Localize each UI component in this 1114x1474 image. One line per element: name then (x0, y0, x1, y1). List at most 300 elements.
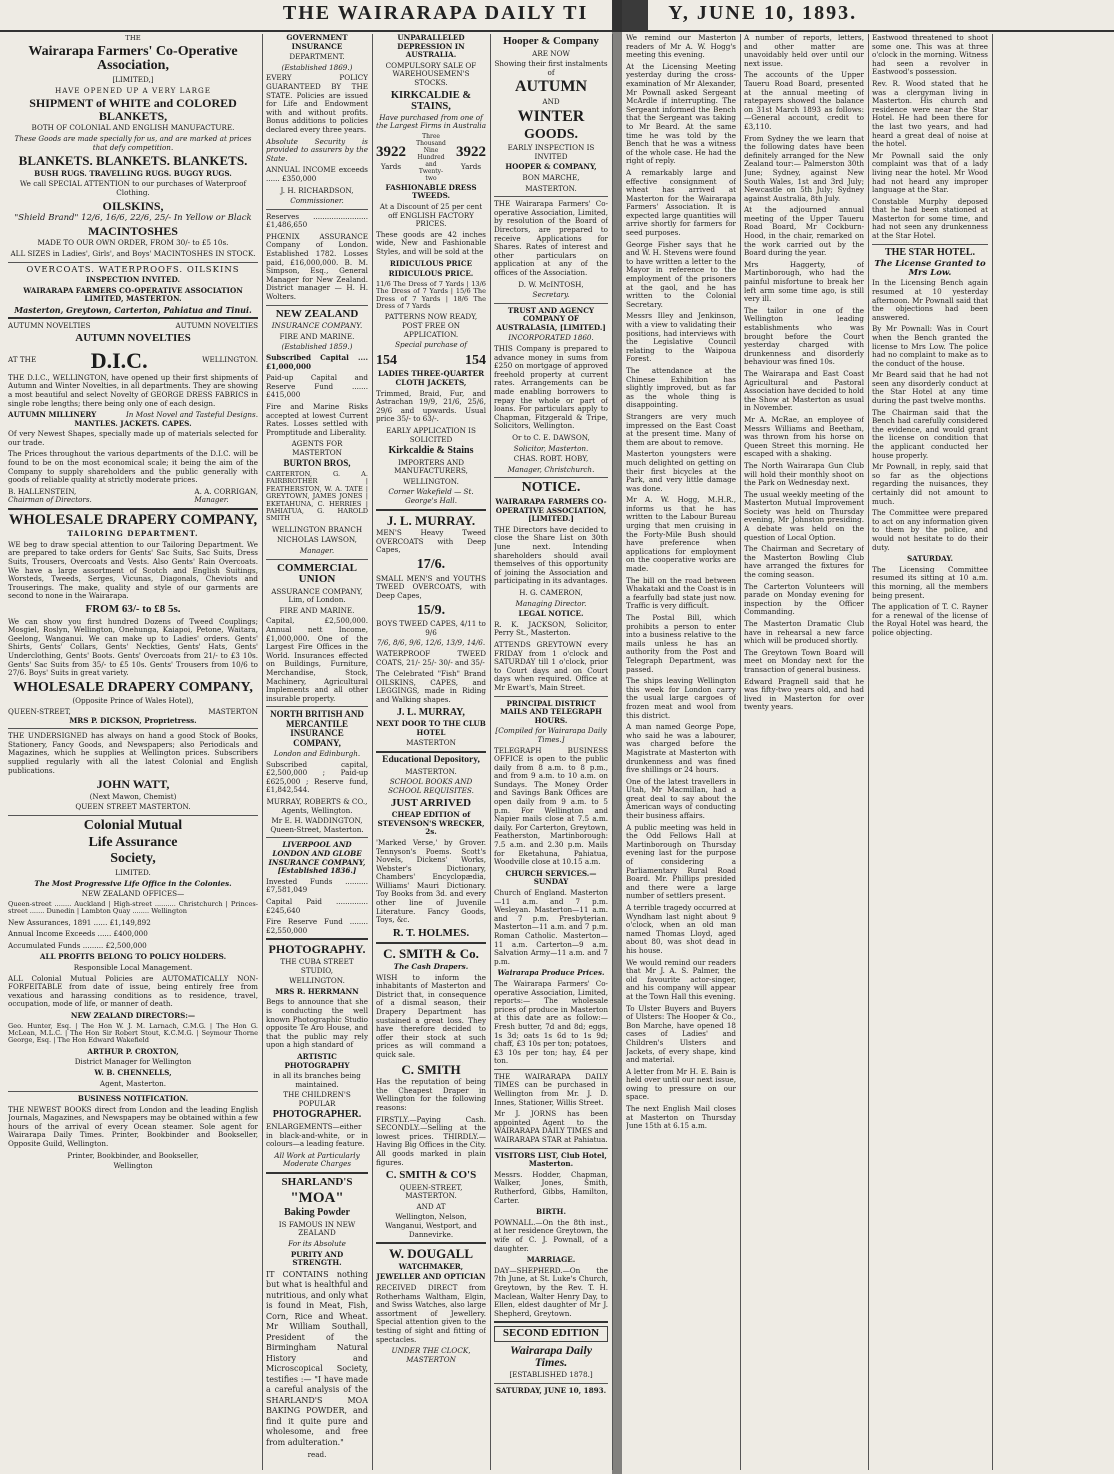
c-smith: C. SMITH & Co. (383, 946, 479, 962)
nz-insurance: INSURANCE COMPANY. (271, 321, 363, 331)
undersigned-text: THE UNDERSIGNED has always on hand a good Stock of Books, Stationery, Fancy Goods, and Newspapers; also Periodicals and Magazines, which he supplies at Wellington prices. Subscribers supplied regularly with all the latest Colonial and English publications. (8, 731, 258, 775)
visitors: VISITORS LIST, Club Hotel, Masterton. (495, 1150, 607, 1169)
notice-sub: WAIRARAPA FARMERS CO-OPERATIVE ASSOCIATION, [LIMITED.] (495, 497, 607, 524)
showing: Showing their first instalments of (494, 59, 608, 77)
news7-p8: The Chairman said that the Bench had carefully considered the evidence, and would grant the license on condition that the applicant conducted her house properly. (872, 407, 988, 460)
news-p11: The ships leaving Wellington this week for London carry the usual large cargoes of frozen meat and wool from this district. (626, 676, 736, 720)
cash-drapers: The Cash Drapers. (393, 962, 469, 972)
jl-murray-2: J. L. MURRAY, (397, 706, 465, 718)
fashionable: FASHIONABLE DRESS TWEEDS. (385, 182, 477, 201)
column-rule (868, 34, 869, 1470)
life-assurance: Life Assurance (88, 834, 178, 850)
news6-p2: The accounts of the Upper Taueru Road Board, presented at the annual meeting of ratepayers showed the balance on 31st March 1893 as follows:—General account, credit to £3,110. (744, 70, 864, 131)
signatories (8, 488, 258, 505)
enlargements: ENLARGEMENTS—either in black-and-white, or in colours—a leading feature. (266, 1121, 368, 1149)
birth-heading: BIRTH. (536, 1207, 566, 1217)
jackson: R. K. JACKSON, Solicitor, Perry St., Masterton. (494, 619, 608, 638)
waterproof-coats: WATERPROOF TWEED COATS, 21/- 25/- 30/- and 35/- (376, 648, 486, 667)
waddington: Mr E. H. WADDINGTON, Queen-Street, Masterton. (270, 816, 364, 834)
accumulated: Accumulated Funds ......... £2,500,000 (8, 940, 147, 950)
from-price: FROM 63/- to £8 5s. (85, 603, 181, 615)
north-british: NORTH BRITISH AND MERCANTILE INSURANCE COMPANY, (270, 709, 364, 748)
lambton: Corner Wakefield — St. George's Hall. (388, 487, 474, 506)
cuba-wellington: WELLINGTON. (289, 976, 345, 986)
ed-text: 'Marked Verse,' by Grover. Tennyson's Poems. Scott's Novels, Dickens' Works, Webster's Dictionary, Chambers' Encyclopædia, Williams' Mauri Dictionary. Toy Books from 3d. and every other line of Juvenile Literature. Fancy Goods, Toys, &c. (376, 837, 486, 925)
tailoring-heading: TAILORING DEPARTMENT. (67, 529, 199, 539)
hooper: Hooper & Company (503, 35, 599, 47)
wholesale-heading-2: WHOLESALE DRAPERY COMPANY, (13, 679, 253, 695)
ridiculous: RIDICULOUS PRICE (389, 258, 473, 268)
news-p9: The bill on the road between Whakataki and the Coast is in a fearfully bad state just now. Traffic is very difficult. (626, 575, 736, 611)
artistic: ARTISTIC PHOTOGRAPHY (284, 1051, 350, 1070)
directors-list: Geo. Hunter, Esq. | The Hon W. J. M. Larnach, C.M.G. | The Hon G. McLean, M.L.C. | The Hon Sir Robert Stout, K.C.M.G. | Seymour Thorne George, Esq. | The Hon Edward Wakefield (8, 1021, 258, 1045)
hoby: CHAS. ROBT. HOBY, (513, 454, 589, 464)
manufacture-line: BOTH OF COLONIAL AND ENGLISH MANUFACTURE. (31, 123, 235, 133)
cu-text: Capital, £2,500,000. Annual nett Income, £1,000,000. One of the Largest Fire Offices in the World. Insurances effected on Buildings, Furniture, Merchandise, Stock, Machinery, Agricultural Implements and all other insurable property. (266, 616, 368, 703)
hooper-2: HOOPER & COMPANY, (505, 162, 597, 172)
bon-marche: BON MARCHE, (522, 172, 580, 182)
mackintoshes-heading: MACINTOSHES (88, 223, 178, 238)
novelties-heading: AUTUMN NOVELTIES (75, 332, 191, 345)
sharland: SHARLAND'S (281, 1175, 353, 1188)
early-inspection: EARLY INSPECTION IS INVITED (507, 143, 595, 161)
nz-offices: NEW ZEALAND OFFICES— (81, 889, 185, 899)
news7-p10: The Committee were prepared to act on any information given to them by the police, and would not hesitate to do their duty. (872, 508, 988, 552)
masthead-left: THE WAIRARAPA DAILY TI (282, 2, 589, 24)
cuba-studio: THE CUBA STREET STUDIO, (280, 956, 354, 975)
moa: "MOA" (290, 1189, 344, 1206)
news6-p15: Edward Pragnell said that he was fifty-two years old, and had lived in Masterton for over twenty years. (744, 676, 864, 712)
smith-sub: Solicitor, Masterton. (513, 443, 589, 453)
cu-fire: FIRE AND MARINE. (279, 605, 355, 615)
ks2: Kirkcaldie & Stains (388, 445, 474, 457)
n154-row (376, 352, 486, 371)
business-text: THE NEWEST BOOKS direct from London and the leading English Journals, Magazines, and Newspapers may be obtained within a few hours of the arrival of every Ocean steamer. Sole agent for Wairarapa Daily Times. Printer, Bookbinder and Bookseller, Opposite Guild, Wellington. (8, 1104, 258, 1149)
news-p4: Messrs Illey and Jenkinson, with a view to validating their positions, had interviews with the Legislative Council relating to the Waipoua Forest. (626, 311, 736, 364)
baking-powder: Baking Powder (284, 1207, 350, 1219)
church-text: Church of England. Masterton—11 a.m. and 7 p.m. Wesleyan. Masterton—11 a.m. and 7 p.m. Presbyterian. Masterton—11 a.m. and 7 p.m. Roman Catholic. Masterton—11 a.m. Carterton—9 a.m. Salvation Army—11 a.m. and 7 p.m. (494, 888, 608, 966)
subscribed-capital: Subscribed Capital .... £1,000,000 (266, 352, 368, 371)
watt-address: QUEEN STREET MASTERTON. (75, 802, 191, 812)
jeweller: JEWELLER AND OPTICIAN (376, 1272, 486, 1282)
produce-text: The Wairarapa Farmers' Co-operative Association, Limited, reports:— The wholesale prices of produce in Masterton at this date are as follow:—Fresh butter, 7d and 8d; eggs, 1s 3d; oats 1s 6d to 1s 9d; chaff, £3 10s per ton; potatoes, £3 10s per ton; hay, £4 per ton. (494, 978, 608, 1066)
news-p16: We would remind our readers that Mr J. A. S. Palmer, the old favourite actor-singer, and his company will appear at the Town Hall this evening. (626, 957, 736, 1001)
news-p13: One of the latest travellers in Utah, Mr Macmillan, had a great deal to say about the American ways of conducting their business affairs. (626, 776, 736, 821)
attends: ATTENDS GREYTOWN every FRIDAY from 1 o'clock and SATURDAY till 1 o'clock, prior to Court days and on Court days when required. Office at Mr Ewart's, Main Street. (494, 639, 608, 692)
and-word: AND (542, 97, 560, 107)
profits: ALL PROFITS BELONG TO POLICY HOLDERS. (39, 952, 227, 962)
policies-text: ALL Colonial Mutual Policies are AUTOMATICALLY NON-FORFEITABLE from date of issue, being entirely free from vexatious and harassing conditions as to residence, travel, occupation, mode of life, or manner of death. (8, 973, 258, 1009)
reasons: FIRSTLY.—Paying Cash. SECONDLY.—Selling at the lowest prices. THIRDLY.—Having Big Offices in the City. All goods marked in plain figures. (376, 1114, 486, 1167)
num-3922-left: 3922 (376, 144, 406, 161)
column-3 (376, 34, 486, 1470)
times-file: THE WAIRARAPA DAILY TIMES can be purchased in Wellington from Mr. J. D. Innes, Stationer, Willis Street. (494, 1071, 608, 1107)
under-clock: UNDER THE CLOCK, MASTERTON (391, 1346, 471, 1364)
directors: NEW ZEALAND DIRECTORS:— (70, 1010, 196, 1020)
chennells: W. B. CHENNELLS, (94, 1067, 172, 1077)
chennells-sub: Agent, Masterton. (99, 1078, 167, 1088)
nb-london: London and Edinburgh. (273, 749, 361, 759)
news-p2: A remarkably large and effective consignment of wheat has arrived at Masterton for the Wairarapa Farmers' Association. It is expected large quantities will arrive shortly for farmers for seed purposes. (626, 167, 736, 238)
agents-for: AGENTS FOR MASTERTON (291, 439, 343, 457)
price-15-9: 15/9. (416, 602, 446, 618)
dic-text: THE D.I.C., WELLINGTON, have opened up their first shipments of Autumn and Winter Novelties, in all departments. They are showing a most beautiful and select Novelty of GEORGE DRESS FABRICS in single robe lengths; there being only one of each design. (8, 372, 258, 408)
tailoring-text: WE beg to draw special attention to our Tailoring Department. We are prepared to take orders for Gents' Sac Suits, Sac Suits, Dress Suits, Trousers, Overcoats and Vests. Also Gents' Rain Overcoats. We have a large assortment of Scotch and English Suitings, Worsteds, Tweeds, Serges, Vicunas, Diagonals, Cheviots and Trouserings. The make, quality and style of our garments are second to none in the Wairarapa. (8, 539, 258, 601)
honour: Has the reputation of being the Cheapest Draper in Wellington for the following reasons: (376, 1077, 486, 1112)
novelties-left: AUTUMN NOVELTIES (8, 321, 91, 331)
mails-text: TELEGRAPH BUSINESS OFFICE is open to the public daily from 8 a.m. to 8 p.m., and from 9 a.m. to 10 a.m. on Sundays. The Money Order and Savings Bank Offices are open daily from 9 a.m. to 5 p.m. For Wellington and Napier mails close at 7.5 a.m. daily. For Carterton, Greytown, Featherston, Martinborough: 7.5 a.m. and 2.30 p.m. Mails for Eketahuna, Pahiatua, Woodville close at 10.15 a.m. (494, 745, 608, 867)
queen-street: QUEEN-STREET, (8, 706, 71, 716)
shipment-line: SHIPMENT of WHITE and COLORED BLANKETS, (29, 96, 237, 123)
news7-p7: Mr Beard said that he had not seen any disorderly conduct at the Star Hotel at any time during the past twelve months. (872, 370, 988, 406)
mantles-note: Of very Newest Shapes, specially made up of materials selected for our trade. (8, 429, 258, 447)
wellington-list: Wellington, Nelson, Wanganui, Westport, and Dannevirke. (385, 1212, 477, 1239)
capital-paid: Capital Paid .............. £245,640 (266, 897, 368, 915)
next-door: NEXT DOOR TO THE CLUB HOTEL (376, 719, 486, 737)
news7-p12: The application of T. C. Rayner for a renewal of the license of the Royal Hotel was heard, the police objecting. (872, 602, 988, 637)
special: Special purchase of (395, 340, 467, 350)
made-to-order: MADE TO OUR OWN ORDER, FROM 30/- to £5 10s. (37, 238, 229, 248)
column-6 (744, 34, 864, 1470)
autumn: AUTUMN (515, 78, 587, 96)
ladies: LADIES THREE-QUARTER CLOTH JACKETS, (377, 369, 485, 387)
read: read. (307, 1450, 327, 1460)
small-overcoats: SMALL MEN'S and YOUTHS TWEED OVERCOATS, with Deep Capes, (376, 573, 486, 600)
church-heading: CHURCH SERVICES.—SUNDAY (505, 868, 597, 887)
news7-p1: Eastwood threatened to shoot some one. This was at three o'clock in the morning. Witness had seen a revolver in Eastwood's possession. (872, 34, 988, 77)
news7-p5: In the Licensing Bench again resumed at 10 yesterday afternoon. Mr Pownall said that the objections had been answered. (872, 278, 988, 322)
mcintosh: D. W. McINTOSH, (518, 279, 584, 289)
farmers-title: Wairarapa Farmers' Co-Operative Association, (28, 43, 238, 74)
notice: NOTICE. (521, 480, 581, 496)
gov-text: EVERY POLICY GUARANTEED BY THE STATE. Policies are issued for Life and Endowment with and without profits. Bonus additions to policies declared every three years. (266, 73, 368, 134)
liverpool: LIVERPOOL AND LONDON AND GLOBE INSURANCE COMPANY, [Established 1836.] (268, 840, 366, 876)
top-rule (0, 30, 1114, 32)
blankets-line: BLANKETS. BLANKETS. BLANKETS. (18, 153, 248, 169)
printer-line: Printer, Bookbinder, and Bookseller, (67, 1150, 199, 1160)
waterproof-note: We call SPECIAL ATTENTION to our purchases of Waterproof Clothing. (19, 179, 247, 197)
column-rule (740, 34, 741, 1470)
progressive: The Most Progressive Life Office in the Colonies. (34, 878, 232, 888)
gov-title: GOVERNMENT INSURANCE (286, 34, 348, 51)
news6-p7: The Wairarapa and East Coast Agricultural and Pastoral Association have decided to hold the Show at Masterton as usual in November. (744, 368, 864, 413)
winter: WINTER (517, 107, 585, 125)
yards-row (376, 133, 486, 184)
hoby-manager: Manager, Christchurch. (507, 464, 595, 474)
news-p6: Strangers are very much impressed on the East Coast at the present time. Many of them are about to remove. (626, 411, 736, 447)
richardson-sub: Commissioner. (290, 196, 344, 206)
manager: Manager. (194, 495, 229, 505)
dic-row (8, 347, 258, 374)
news6-p13: The Masterton Dramatic Club have in rehearsal a new farce which will be produced shortly. (744, 619, 864, 646)
established: [ESTABLISHED 1878.] (509, 1370, 593, 1380)
jl-murray: J. L. MURRAY. (386, 512, 476, 528)
marriage-heading: MARRIAGE. (526, 1255, 576, 1265)
news-p5: The attendance at the Chinese Exhibition has slightly improved, but as far as the whole thing is disappointing. (626, 365, 736, 410)
principal-mails: PRINCIPAL DISTRICT MAILS AND TELEGRAPH HOURS. (500, 698, 602, 725)
wdt-title: Wairarapa Daily Times. (509, 1342, 593, 1370)
masterton: MASTERTON (208, 706, 258, 716)
murray-roberts: MURRAY, ROBERTS & CO., Agents, Wellington. (266, 797, 368, 815)
annual-income: Annual Income Exceeds ...... £400,000 (8, 929, 148, 939)
news6-p5: Mrs Haggerty, of Martinborough, who had the painful misfortune to break her left arm some time ago, is still very ill. (744, 259, 864, 304)
nb-capital: Subscribed capital, £2,500,000 ; Paid-up £625,000 ; Reserve fund, £1,842,544. (266, 759, 368, 795)
c-smith-3: C. SMITH & CO'S (385, 1169, 477, 1182)
just-arrived: JUST ARRIVED (390, 796, 472, 809)
limited: LIMITED. (115, 867, 151, 877)
purity: PURITY AND STRENGTH. (290, 1249, 344, 1268)
agents-list: CARTERTON, G. A. FAIRBROTHER | FEATHERSTON, W. A. TATE | GREYTOWN, JAMES JONES | EKETAHUNA, C. HERRIES | PAHIATUA, G. HAROLD SMITH (266, 469, 368, 523)
news7-p6: By Mr Pownall: Was in Court when the Bench granted the license to Mrs Low. The police had no complaint to make as to the conduct of the house. (872, 324, 988, 368)
unparalleled: UNPARALLELED DEPRESSION IN AUSTRALIA. (397, 34, 465, 60)
photography: PHOTOGRAPHY. (268, 942, 366, 957)
column-8 (996, 34, 1110, 1470)
news-licensing: At the Licensing Meeting yesterday during the cross-examination of Mr Alexander, Mr Pownall asked Sergeant McArdle if interrupting. The Sergeant informed the Bench that the Sergeant was taking to Mr Beard. At the same time he was told by the Bench that he was a witness of the whole case. He had the right of reply. (626, 61, 736, 166)
novelties-row (8, 322, 258, 331)
masthead-right: Y, JUNE 10, 1893. (668, 2, 858, 24)
column-4 (494, 34, 608, 1470)
novelties-right: AUTUMN NOVELTIES (175, 321, 258, 331)
column-7 (872, 34, 988, 1470)
kirkcaldie: KIRKCALDIE & STAINS, (390, 89, 472, 112)
murray-masterton: MASTERTON (406, 738, 456, 748)
absolute-security: Absolute Security is provided to assurers by the State. (266, 136, 368, 163)
photo-text: Begs to announce that she is conducting the well known Photographic Studio opposite Te Aro House, and that the public may rely upon a high standard of (266, 997, 368, 1050)
society: Society, (110, 851, 156, 867)
ks-wellington: WELLINGTON. (403, 476, 459, 486)
cameron-sub: Managing Director. (515, 598, 587, 608)
column-rule (992, 34, 993, 1470)
croxton-sub: District Manager for Wellington (74, 1057, 192, 1067)
nz-heading: NEW ZEALAND (275, 307, 359, 320)
boys-prices: 7/6, 8/6, 9/6, 12/6, 13/9, 14/6. (376, 638, 486, 648)
yards-left: Yards (380, 161, 402, 171)
cu-sub: ASSURANCE COMPANY, Lim, of London. (271, 586, 363, 605)
column-rule (262, 34, 263, 1470)
n154-left: 154 (376, 352, 397, 368)
new-assurances: New Assurances, 1891 ...... £1,149,892 (8, 917, 151, 927)
news7-p2: Rev. R. Wood stated that he was a clergyman living in Masterton. His church and residence were near the Star Hotel. He had been there for the last two years, and had heard a great deal of noise at the hotel. (872, 78, 988, 149)
absolute-2: For its Absolute (288, 1238, 346, 1248)
est-1859: (Established 1859.) (281, 342, 353, 352)
agent-line: Responsible Local Management. (73, 962, 193, 972)
produce-heading: Wairarapa Produce Prices. (497, 968, 605, 978)
watt: JOHN WATT, (96, 777, 170, 792)
discount: At a Discount of 25 per cent off ENGLISH FACTORY PRICES. (379, 201, 483, 229)
ed-masterton: MASTERTON. (405, 766, 457, 776)
richardson: J. H. RICHARDSON, (280, 185, 354, 195)
news-p18: A letter from Mr H. E. Bain is held over until our next issue, owing to pressure on our space. (626, 1066, 736, 1102)
corrigan: A. A. CORRIGAN, (194, 486, 258, 496)
trust: TRUST AND AGENCY COMPANY OF AUSTRALASIA, [LIMITED.] (496, 305, 606, 332)
dougall-text: RECEIVED DIRECT from Rotherhams Waltham, Elgin, and Swiss Watches, also large assortment of Jewellery. Special attention given to the testing of sight and fitting of spectacles. (376, 1283, 486, 1344)
burton: BURTON BROS, (283, 458, 351, 469)
smith-agent: Or to C. E. DAWSON, (512, 433, 590, 443)
news7-p4: Constable Murphy deposed that he had been stationed at Masterton for some time, and had not seen any drunkenness at the Star Hotel. (872, 196, 988, 241)
news-p14: A public meeting was held in the Odd Fellows Hall at Martinborough on Thursday evening last for the purpose of considering a Parliamentary Rural Road Board. Mr. Phillips presided and there were a large number of settlers present. (626, 822, 736, 901)
all-work: All Work at Particularly Moderate Charges (274, 1150, 360, 1169)
herrmann: MRS R. HERRMANN (275, 986, 359, 996)
birth-text: POWNALL.—On the 8th inst., at her residence Greytown, the wife of C. J. Pownall, of a daughter. (494, 1217, 608, 1253)
commercial-union: COMMERCIAL UNION (276, 561, 358, 586)
cameron: H. G. CAMERON, (519, 588, 583, 598)
towns-line: Masterton, Greytown, Carterton, Pahiatua and Tinui. (14, 304, 252, 315)
wholesale-heading: WHOLESALE DRAPERY COMPANY, (8, 512, 258, 529)
trust-text: THIS Company is prepared to advance money in sums from £250 on mortgage of approved freehold property at current rates. Arrangements can be made enabling borrowers to repay the whole or part of loans. For particulars apply to Chapman, Fitzgerald & Tripe, Solicitors, Wellington. (494, 344, 608, 431)
educational: Educational Depository, (382, 754, 480, 765)
overcoats-line: OVERCOATS. WATERPROOFS. OILSKINS (26, 264, 240, 275)
famous: IS FAMOUS IN NEW ZEALAND (278, 1219, 356, 1238)
news-p12: A man named George Pope, who said he was a labourer, was charged before the Magistrate at Masterton with drunkenness and was fined five shillings or 24 hours. (626, 722, 736, 775)
early: EARLY APPLICATION IS SOLICITED (386, 425, 476, 444)
farmers-tag: THE (125, 34, 141, 42)
and-at: AND AT (416, 1201, 446, 1211)
license-granted: The License Granted to Mrs Low. (874, 259, 986, 278)
prices-note: The Prices throughout the various departments of the D.I.C. will be found to be on the most economical scale; it being the aim of the Company to supply shareholders and the public generally with goods of reliable quality at strictly moderate prices. (8, 449, 258, 485)
inspection-line: INSPECTION INVITED. (86, 275, 180, 285)
dic-heading: D.I.C. (90, 347, 148, 373)
gov-dept: DEPARTMENT. (289, 52, 345, 62)
photographer: PHOTOGRAPHER. (272, 1109, 362, 1121)
shield-brand-line: "Shield Brand" 12/6, 16/6, 22/6, 25/- In Yellow or Black (14, 213, 252, 224)
colonial-mutual: Colonial Mutual (83, 817, 183, 833)
fire-marine: FIRE AND MARINE. (279, 331, 355, 341)
news-p3: George Fisher says that he and W. H. Stevens were found to have written a letter to the Mayor in reference to the employment of the prisoners at the gaol, and he has written to the Colonial Secretary. (626, 239, 736, 309)
ladies-text: Trimmed, Braid, Fur, and Astrachan 19/9, 21/6, 25/6, 29/6 and upwards. Usual price 35/- to 63/-. (376, 388, 486, 424)
cheap-edition: CHEAP EDITION of STEVENSON'S WRECKER, 2s. (377, 810, 485, 837)
news6-p8: Mr A. McRae, an employee of Messrs Williams and Beetham, was thrown from his horse on Queen Street this morning. He escaped with a shaking. (744, 414, 864, 459)
sizes-line: ALL SIZES in Ladies', Girls', and Boys' MACINTOSHES IN STOCK. (10, 248, 256, 258)
watt-sub: (Next Mawon, Chemist) (89, 791, 177, 801)
news6-p11: The Chairman and Secretary of the Masterton Bowling Club have arranged the fixtures for the coming season. (744, 544, 864, 580)
c-smith-2: C. SMITH (401, 1061, 461, 1077)
celebrated: The Celebrated "Fish" Brand OILSKINS, CAPES, and LEGGINGS, made in Riding and Walking shapes. (376, 669, 486, 704)
at-the: AT THE (8, 354, 37, 364)
farmers-limited: [LIMITED,] (112, 74, 154, 84)
news6-p10: The usual weekly meeting of the Masterton Mutual Improvement Society was held on Thursday evening, Mr Johnston presiding. A debate was held on the question of Local Option. (744, 489, 864, 542)
chairman: Chairman of Directors. (8, 495, 92, 505)
childrens: THE CHILDREN'S POPULAR (283, 1090, 351, 1108)
news6-p4: At the adjourned annual meeting of the Upper Taueru Road Board, Mr Cockburn-Hood, in the chair, remarked on the work carried out by the Board during the year. (744, 205, 864, 258)
hospital-text: THE Wairarapa Farmers' Co-operative Association, Limited, by resolution of the Board of Directors, are prepared to receive Applications for Shares. Rates of interest and other particulars on application at any of the offices of the Association. (494, 199, 608, 277)
hallenstein: B. HALLENSTEIN, (8, 486, 77, 496)
school-books: SCHOOL BOOKS AND SCHOOL REQUISITES. (388, 777, 474, 795)
purchased: Have purchased from one of the Largest Firms in Australia (376, 112, 486, 131)
num-3922-right: 3922 (456, 144, 486, 161)
dickson: MRS P. DICKSON, Proprietress. (69, 715, 197, 725)
fold-strip (612, 0, 622, 1474)
overcoats-text: MEN'S Heavy Tweed OVERCOATS with Deep Capes, (376, 528, 486, 555)
column-1 (8, 34, 258, 1470)
news-p15: A terrible tragedy occurred at Wyndham last night about 9 o'clock, when an old man named Thomas Lloyd, aged about 80, was shot dead in his house. (626, 903, 736, 955)
goods-note: These Goods are made specially for us, and are marked at prices that defy competition. (14, 133, 252, 152)
reserves: Reserves ........................ £1,486,650 (266, 211, 368, 230)
nicholas-sub: Manager. (299, 545, 335, 555)
news-p17: To Ulster Buyers and Buyers of Ulsters: The Hooper & Co., Bon Marche, have opened 18 cases of Ladies' and Children's Ulsters and Jackets, of every shape, kind and material. (626, 1003, 736, 1065)
wellington-branch: WELLINGTON BRANCH (271, 524, 363, 534)
star-hotel: THE STAR HOTEL. (884, 246, 976, 258)
dougall: W. DOUGALL (388, 1246, 474, 1262)
visitors-text: Messrs. Hodder, Chapman, Walker, Jones, Smith, Rutherford, Gibbs, Hamilton, Carter. (494, 1169, 608, 1205)
column-rule (490, 34, 491, 1470)
second-edition: SECOND EDITION (494, 1326, 608, 1342)
column-rule (372, 34, 373, 1470)
opened-line: HAVE OPENED UP A VERY LARGE (54, 85, 212, 95)
secretary: Secretary. (532, 290, 570, 300)
news-p19: The next English Mail closes at Masterton on Thursday June 15th at 6.15 a.m. (626, 1104, 736, 1131)
legal-notice: LEGAL NOTICE. (518, 609, 584, 619)
news-p7: Masterton youngsters were much delighted on getting on their first bicycles at the Park, and very little damage was done. (626, 449, 736, 493)
are-now: ARE NOW (532, 48, 570, 58)
oilskins-heading: OILSKINS, (102, 198, 164, 213)
nicholas: NICHOLAS LAWSON, (277, 535, 357, 545)
croxton: ARTHUR P. CROXTON, (87, 1046, 179, 1056)
phoenix-text: PHŒNIX ASSURANCE Company of London. Established 1782. Losses paid, £16,000,000. B. M. Simpson, Esq., General Manager for New Zealand. District manager — H. H. Wolters. (266, 231, 368, 302)
news-p8: Mr A. W. Hogg, M.H.R., informs us that he has written to the Labour Bureau urging that men cruising in the Forty-Mile Bush should have preference when applications for employment on the cooperative works are made. (626, 495, 736, 574)
news7-p9: Mr Pownall, in reply, said that so far as the objections regarding the nuisances, they certainly did not amount to much. (872, 462, 988, 506)
invested: Invested Funds .......... £7,581,049 (266, 876, 368, 895)
column-rule (612, 34, 613, 1470)
holmes: R. T. HOLMES. (392, 926, 470, 939)
shirts-text: We can show you first hundred Dozens of Tweed Couplings; Mosgiel, Roslyn, Wellington, Onehunga, Kaiapoi, Petone, Waitara, Geelong, Wanganui. We can make up to Ladies' orders. Gents' Shirts, Gents' Collars, Gents' Neckties, Gents' Hats, Gents' Underclothing, Gents' Boots. Gents' Overcoats from 21/- to £3 10s. Gents' Sac Suits from 35/- to £5 10s. Gents' Trousers from 10/6 to 27/6. Boys' Suits in great variety. (8, 616, 258, 678)
gov-annual-income: ANNUAL INCOME exceeds ...... £350,000 (266, 165, 368, 183)
yards-right: Yards (460, 161, 482, 171)
business-heading: BUSINESS NOTIFICATION. (77, 1094, 189, 1104)
compulsory: COMPULSORY SALE OF WAREHOUSEMEN'S STOCKS. (385, 60, 477, 87)
news6-p9: The North Wairarapa Gun Club will hold their monthly shoot on the Park on Wednesday next. (744, 460, 864, 488)
news6-p12: The Carterton Volunteers will parade on Monday evening for inspection by the Officer Commanding. (744, 581, 864, 617)
news7-p3: Mr Pownall said the only complaint was that of a lady living near the hotel. Mr Wood had not heard any improper language at the Star. (872, 150, 988, 195)
compiled: [Compiled for Wairarapa Daily Times.] (495, 726, 607, 744)
notice-text: THE Directors have decided to close the Share List on 30th June next. Intending shareholders should avail themselves of this opportunity of joining the Association and participating in its advantages. (494, 524, 608, 586)
mantles-line: MANTLES. JACKETS. CAPES. (74, 418, 192, 428)
hooper-masterton: MASTERTON. (525, 183, 577, 193)
column-5 (626, 34, 736, 1470)
masthead (250, 2, 890, 30)
ridiculous-2: RIDICULOUS PRICE. (388, 269, 474, 279)
dress-list: 11/6 The Dress of 7 Yards | 13/6 The Dress of 7 Yards | 15/6 The Dress of 7 Yards | 18/6 The Dress of 7 Yards (376, 279, 486, 310)
saturday-heading: SATURDAY. (906, 554, 954, 564)
boys-capes: BOYS TWEED CAPES, 4/11 to 9/6 (376, 619, 486, 637)
goods-double: These goods are 42 inches wide, New and Fashionable Styles, and will be sold at the (376, 229, 486, 256)
patterns: PATTERNS NOW READY, POST FREE ON APPLICATION. (384, 312, 478, 339)
millinery-note: In Most Novel and Tasteful Designs. (125, 410, 258, 420)
smith-text: WISH to inform the inhabitants of Masterton and District that, in consequence of a dismal season, their Drapery Department has sustained a great loss. They have therefore decided to offer their stock at such prices as will command a quick sale. (376, 972, 486, 1059)
incorporated: INCORPORATED 1860. (508, 333, 594, 343)
news6-p14: The Greytown Town Board will meet on Monday next for the transaction of general business. (744, 647, 864, 674)
marriage-text: DAY—SHEPHERD.—On the 7th June, at St. Luke's Church, Greytown, by the Rev. T. H. Maclean, Walter Henry Day, to Ellen, eldest daughter of Mr J. Shepherd, Greytown. (494, 1265, 608, 1318)
news6-p1: A number of reports, letters, and other matter are unavoidably held over until our next issue. (744, 34, 864, 68)
branches: in all its branches being maintained. (273, 1071, 361, 1089)
opposite-line: (Opposite Prince of Wales Hotel), (72, 696, 194, 706)
fire-text: Fire and Marine Risks accepted at lowest Current Rates. Losses settled with Promptitude and Liberality. (266, 401, 368, 437)
smith-queen-st: QUEEN-STREET, MASTERTON. (399, 1182, 463, 1201)
goods: GOODS. (523, 126, 579, 142)
gov-est: (Established 1869.) (281, 62, 353, 72)
association-line: WAIRARAPA FARMERS CO-OPERATIVE ASSOCIATION LIMITED, MASTERTON. (23, 285, 243, 304)
column-2 (266, 34, 368, 1470)
fire-reserve: Fire Reserve Fund ........ £2,550,000 (266, 917, 368, 935)
millinery: AUTUMN MILLINERY (8, 410, 97, 420)
news7-p11: The Licensing Committee resumed its sitting at 10 a.m. this morning, all the members being present. (872, 564, 988, 600)
price-17-6: 17/6. (416, 557, 446, 573)
paid-up: Paid-up Capital and Reserve Fund ....... £415,000 (266, 373, 368, 400)
dic-wellington: WELLINGTON. (202, 354, 258, 364)
moa-text: IT CONTAINS nothing but what is healthful and nutritious, and only what is found in Meat, Fish, Corn, Rice and Wheat. Mr William Southall, President of the Birmingham Natural History and Microscopical Society, testifies :— "I have made a careful analysis of the SHARLAND'S MOA BAKING POWDER, and find it quite pure and wholesome, and free from adulteration." (266, 1269, 368, 1447)
watchmaker: WATCHMAKER, (398, 1261, 464, 1271)
jorns: Mr J. JORNS has been appointed Agent to the WAIRARAPA DAILY TIMES and WAIRARAPA STAR at Pahiatua. (494, 1109, 608, 1145)
n154-right: 154 (465, 352, 486, 368)
